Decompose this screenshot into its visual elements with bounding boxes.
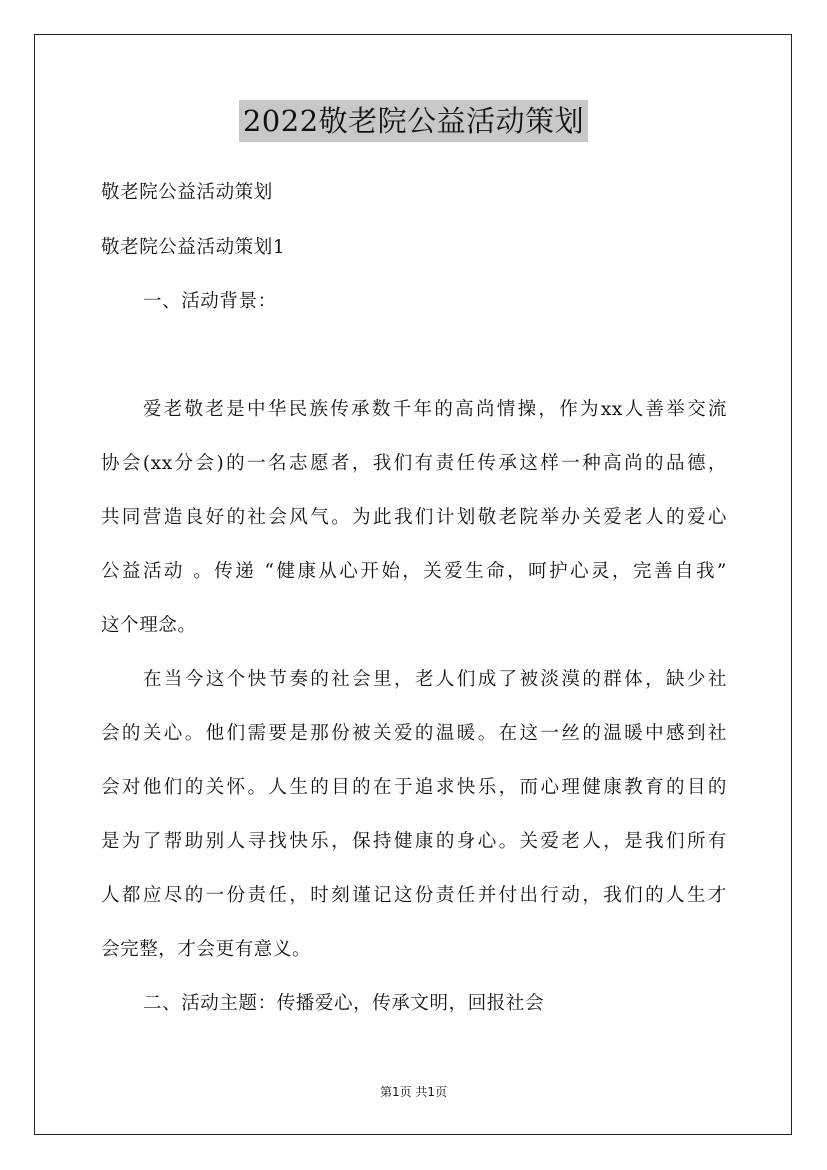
section-heading: 敬老院公益活动策划1 xyxy=(101,237,286,258)
para1-line-2: 协会(xx分会)的一名志愿者，我们有责任传承这样一种高尚的品德， xyxy=(101,453,727,474)
document-title: 2022敬老院公益活动策划 xyxy=(239,100,588,142)
para1-line-3: 共同营造良好的社会风气。为此我们计划敬老院举办关爱老人的爱心 xyxy=(101,507,727,528)
para2-line-5: 人都应尽的一份责任，时刻谨记这份责任并付出行动，我们的人生才 xyxy=(101,885,727,906)
para2-line-6: 会完整，才会更有意义。 xyxy=(101,939,312,960)
heading-theme: 二、活动主题：传播爱心，传承文明，回报社会 xyxy=(143,993,545,1014)
subtitle: 敬老院公益活动策划 xyxy=(101,182,273,203)
para2-line-2: 会的关心。他们需要是那份被关爱的温暖。在这一丝的温暖中感到社 xyxy=(101,723,727,744)
para2-line-1: 在当今这个快节奏的社会里，老人们成了被淡漠的群体，缺少社 xyxy=(143,669,727,690)
para1-line-1: 爱老敬老是中华民族传承数千年的高尚情操，作为xx人善举交流 xyxy=(143,399,727,420)
title-container xyxy=(0,100,827,142)
para2-line-3: 会对他们的关怀。人生的目的在于追求快乐，而心理健康教育的目的 xyxy=(101,777,727,798)
para1-line-4: 公益活动 。传递 “健康从心开始，关爱生命，呵护心灵，完善自我” xyxy=(101,561,727,582)
para2-line-4: 是为了帮助别人寻找快乐，保持健康的身心。关爱老人，是我们所有 xyxy=(101,831,727,852)
heading-background: 一、活动背景： xyxy=(143,291,277,312)
para1-line-5: 这个理念。 xyxy=(101,615,197,636)
page-number: 第1页 共1页 xyxy=(379,1085,448,1099)
